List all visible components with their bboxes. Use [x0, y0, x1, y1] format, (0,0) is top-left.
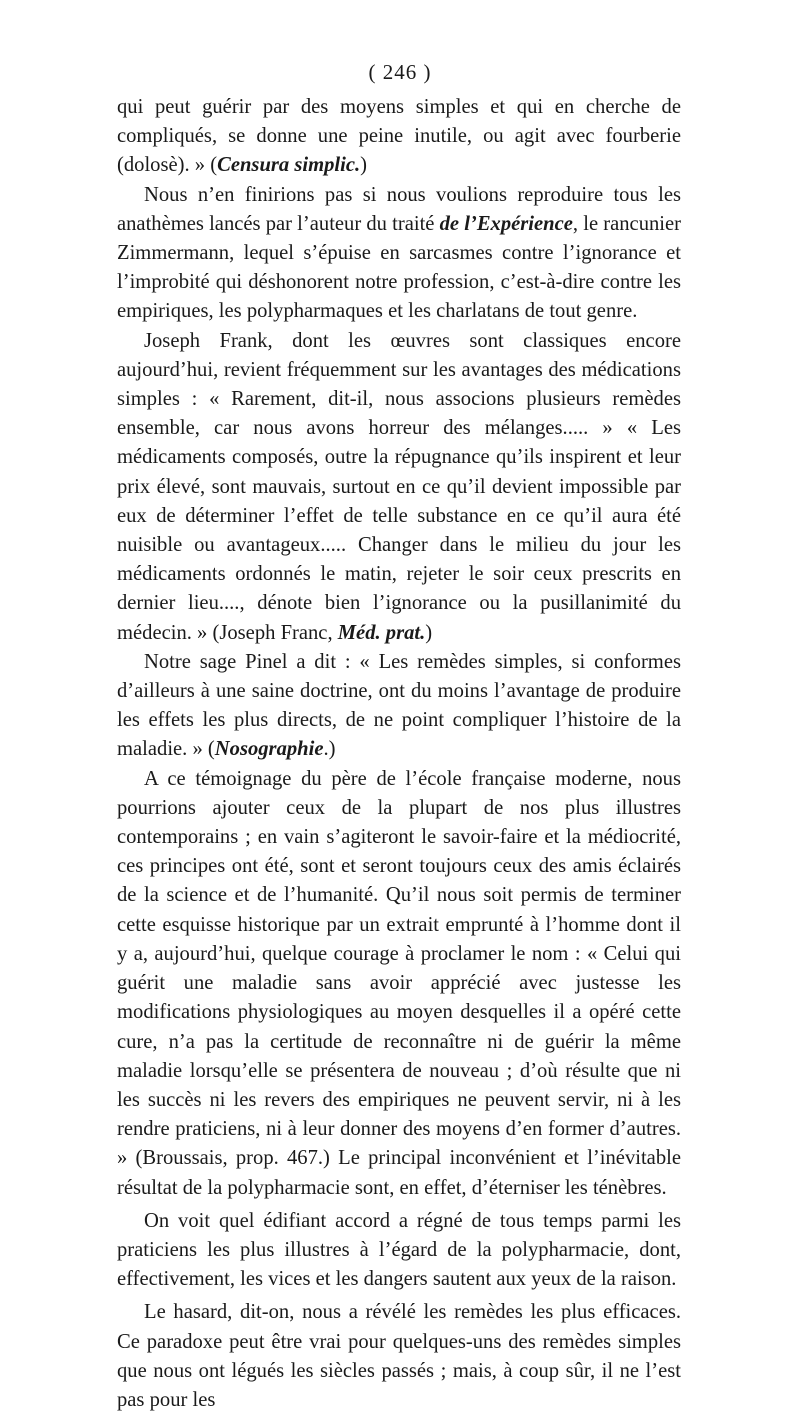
text-run: , le rancunier Zimmermann, lequel s’épuise en sarcasmes contre l’ignorance et l’improbité qui déshonorent notre profession, c’est-à-dire contre les empiriques, les polypharmaques et les charlatans de tout genre. — [117, 212, 682, 323]
text-run: Notre sage Pinel a dit : « Les remèdes simples, si conformes d’ailleurs à une saine doctrine, ont du moins l’avantage de produire les effets les plus directs, de ne point compliquer l’histoire de la maladie. » ( — [117, 650, 681, 761]
paragraph — [117, 181, 681, 327]
text-run: Joseph Frank, dont les œuvres sont classiques encore aujourd’hui, revient fréquemment sur les avantages des médications simples : « Rarement, dit-il, nous associons plusieurs remèdes ensemble, car nous avons horreur des mélanges..... » « Les médicaments composés, outre la répugnance qu’ils inspirent et leur prix élevé, sont mauvais, surtout en ce qu’il devient impossible par eux de déterminer l’effet de telle substance en ce qu’il aura été nuisible ou avantageux..... Changer dans le milieu du jour les médicaments ordonnés le matin, rejeter le soir ceux prescrits en dernier lieu...., dénote bien l’ignorance ou la pusillanimité du médecin. » (Joseph Franc, — [117, 329, 681, 644]
text-run: Le hasard, dit-on, nous a révélé les remèdes les plus efficaces. Ce paradoxe peut être vrai pour quelques-uns des remèdes simples que nous ont légués les siècles passés ; mais, à coup sûr, il ne l’est pas pour les — [117, 1301, 681, 1411]
text-run: qui peut guérir par des moyens simples et qui en cherche de compliqués, se donne une peine inutile, ou agit avec fourberie (dolosè). » ( — [117, 96, 681, 177]
citation-title: Méd. prat. — [337, 621, 426, 644]
text-run: On voit quel édifiant accord a régné de tous temps parmi les praticiens les plus illustres à l’égard de la polypharmacie, dont, effectivement, les vices et les dangers sautent aux yeux de la raison. — [117, 1209, 681, 1291]
citation-title: de l’Expérience — [439, 212, 573, 235]
page-number: ( 246 ) — [368, 60, 432, 84]
paragraph — [117, 648, 681, 765]
text-run: ) — [360, 154, 367, 177]
paragraph — [117, 1207, 681, 1295]
paragraph — [117, 765, 681, 1203]
body-text — [117, 93, 681, 1415]
paragraph — [117, 1298, 681, 1415]
paragraph — [117, 93, 681, 181]
text-run: .) — [323, 738, 336, 761]
text-run: ) — [425, 621, 433, 644]
citation-title: Censura simplic. — [217, 154, 361, 177]
citation-title: Nosographie — [214, 738, 324, 761]
paragraph — [117, 327, 681, 648]
text-run: A ce témoignage du père de l’école française moderne, nous pourrions ajouter ceux de la plupart de nos plus illustres contemporains ; en vain s’agiteront le savoir-faire et la médiocrité, ces principes ont été, sont et seront toujours ceux des amis éclairés de la science et de l’humanité. Qu’il nous soit permis de terminer cette esquisse historique par un extrait emprunté à l’homme dont il y a, aujourd’hui, quelque courage à proclamer le nom : « Celui qui guérit une maladie sans avoir apprécié avec justesse les modifications physiologiques au moyen desquelles il a opéré cette cure, n’a pas la certitude de reconnaître ni de guérir la même maladie lorsqu’elle se présentera de nouveau ; d’où résulte que ni les succès ni les revers des empiriques ne peuvent servir, ni à les rendre praticiens, ni à leur donner des moyens d’en former d’autres. » (Broussais, prop. 467.) Le principal inconvénient et l’inévitable résultat de la polypharmacie sont, en effet, d’éterniser les ténèbres. — [117, 767, 681, 1199]
text-run: Nous n’en finirions pas si nous voulions reproduire tous les anathèmes lancés par l’auteur du traité — [117, 183, 681, 235]
